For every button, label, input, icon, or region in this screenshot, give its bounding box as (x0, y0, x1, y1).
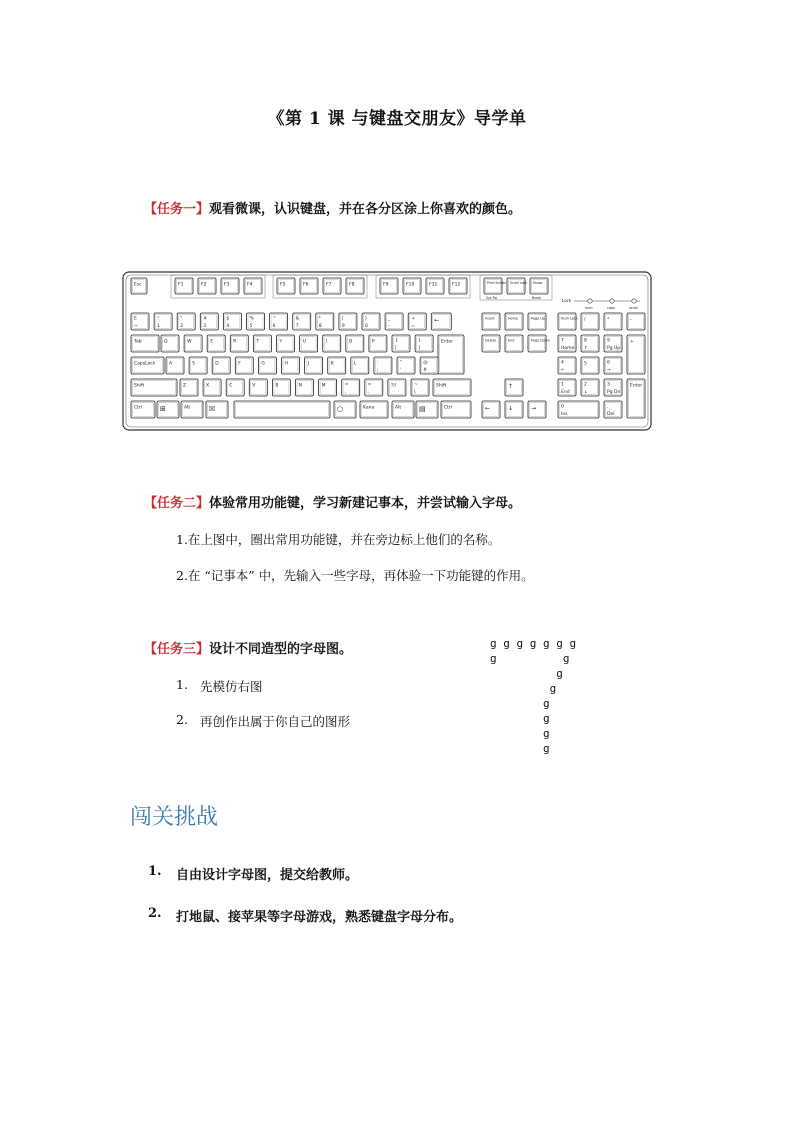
led-label-2: scroll (629, 306, 638, 310)
svg-text:F2: F2 (201, 282, 207, 288)
lock-label: Lock (562, 298, 572, 303)
svg-text:\: \ (414, 390, 416, 395)
key-82 (528, 313, 546, 330)
svg-text:T: T (256, 339, 260, 345)
svg-text:2: 2 (584, 382, 587, 388)
key-87 (482, 401, 500, 418)
svg-text:Print Screen: Print Screen (487, 281, 507, 286)
svg-text:Page Up: Page Up (531, 316, 545, 321)
svg-text:): ) (365, 316, 367, 322)
key-31 (161, 335, 179, 352)
key-8 (346, 278, 364, 294)
task2-step-2: 2.在 “记事本” 中，先输入一些字母，再体验一下功能键的作用。 (176, 568, 534, 583)
svg-text:~: ~ (414, 382, 418, 388)
svg-text:→: → (531, 405, 537, 412)
key-21 (247, 313, 265, 330)
svg-text:A: A (169, 361, 173, 367)
key-72 (181, 401, 203, 418)
key-101 (558, 379, 576, 396)
key-89 (528, 401, 546, 418)
svg-text:3: 3 (203, 324, 207, 329)
svg-text:○: ○ (337, 405, 344, 413)
svg-text:!: ! (157, 316, 159, 322)
key-75 (334, 401, 356, 418)
key-15 (530, 278, 548, 294)
task2-text: 体验常用功能键，学习新建记事本，并尝试输入字母。 (209, 496, 522, 511)
svg-text:}: } (418, 338, 421, 344)
svg-text:▤: ▤ (419, 405, 426, 413)
svg-text:↑: ↑ (584, 346, 588, 351)
svg-text:7: 7 (561, 338, 564, 344)
task2 (144, 492, 521, 511)
key-81 (505, 313, 523, 330)
key-3 (221, 278, 239, 294)
challenge-item-2-num: 2. (148, 906, 162, 921)
svg-text:F11: F11 (429, 282, 438, 288)
key-11 (426, 278, 444, 294)
svg-text:H: H (284, 361, 288, 367)
svg-text:.: . (367, 390, 370, 395)
svg-text:C: C (229, 383, 233, 389)
svg-text:<: < (344, 382, 349, 388)
key-59 (203, 379, 221, 396)
svg-text:F6: F6 (303, 282, 309, 288)
key-84 (505, 335, 523, 352)
key-55 (397, 357, 415, 374)
svg-text:%: % (249, 316, 254, 322)
svg-text:?//: ?// (390, 383, 397, 389)
svg-text:I: I (325, 339, 328, 345)
svg-text:Alt: Alt (184, 405, 191, 411)
key-73 (206, 401, 228, 418)
svg-text:/: / (584, 317, 586, 323)
key-5 (277, 278, 295, 294)
key-1 (175, 278, 193, 294)
svg-text:U: U (302, 339, 306, 345)
key-50 (282, 357, 300, 374)
svg-text:←: ← (485, 405, 491, 412)
svg-text:Del: Del (607, 412, 615, 417)
svg-text:+: + (411, 316, 415, 322)
key-18 (177, 313, 195, 330)
svg-text:F7: F7 (326, 282, 332, 288)
svg-text:@: @ (423, 360, 428, 366)
key-44 (131, 357, 164, 374)
challenge-item-2-text: 打地鼠、接苹果等字母游戏，熟悉键盘字母分布。 (176, 910, 463, 925)
svg-text:1: 1 (157, 324, 160, 329)
key-70 (131, 401, 155, 418)
svg-text:Home: Home (508, 316, 519, 321)
key-22 (270, 313, 288, 330)
key-17 (154, 313, 172, 330)
key-76 (360, 401, 388, 418)
key-106 (604, 401, 622, 418)
key-104 (627, 379, 645, 418)
key-41 (392, 335, 410, 352)
svg-text:]: ] (418, 346, 420, 351)
svg-text:": " (400, 360, 403, 366)
svg-text:X: X (206, 383, 210, 389)
svg-text:End: End (508, 338, 515, 343)
task3-step-2-num: 2. (176, 712, 188, 727)
key-91 (581, 313, 599, 330)
svg-text:Z: Z (183, 383, 187, 389)
svg-text:*: * (318, 316, 322, 322)
key-97 (627, 335, 645, 374)
svg-text:F12: F12 (452, 282, 461, 288)
key-100 (604, 357, 622, 374)
task2-tag: 【任务二】 (144, 496, 210, 511)
key-65 (342, 379, 360, 396)
svg-text:Ctrl: Ctrl (134, 405, 143, 411)
svg-text:N: N (298, 383, 302, 389)
key-27 (385, 313, 403, 330)
task3-step-1-text: 先模仿右图 (200, 679, 263, 694)
svg-text:→: → (607, 368, 611, 373)
task3-step-2-text: 再创作出属于你自己的图形 (200, 714, 351, 729)
svg-text:1: 1 (561, 382, 564, 388)
svg-text:Pause: Pause (533, 281, 543, 286)
svg-text:Insert: Insert (485, 316, 495, 321)
key-78 (416, 401, 438, 418)
key-37 (300, 335, 318, 352)
svg-text:{: { (395, 338, 398, 344)
svg-text:6: 6 (607, 360, 610, 366)
svg-text:V: V (252, 383, 256, 389)
svg-text:F9: F9 (383, 282, 389, 288)
svg-text:6: 6 (272, 324, 276, 329)
key-52 (328, 357, 346, 374)
key-20 (223, 313, 241, 330)
key-14 (507, 278, 527, 294)
key-67 (388, 379, 406, 396)
svg-text:L: L (353, 361, 357, 367)
svg-text:8: 8 (584, 338, 587, 344)
key-92 (604, 313, 622, 330)
svg-text:=: = (411, 324, 415, 329)
key-62 (272, 379, 290, 396)
task1 (144, 198, 521, 217)
key-24 (316, 313, 334, 330)
svg-text:F3: F3 (224, 282, 230, 288)
svg-text:B: B (275, 383, 279, 389)
svg-text:.: . (607, 404, 609, 410)
key-25 (339, 313, 357, 330)
key-12 (449, 278, 467, 294)
key-79 (441, 401, 471, 418)
svg-text:M: M (321, 383, 326, 389)
svg-text:4: 4 (561, 360, 564, 366)
svg-text:Ins: Ins (561, 412, 568, 417)
svg-text:O: O (348, 339, 353, 345)
svg-text:[: [ (395, 346, 397, 351)
key-7 (323, 278, 341, 294)
svg-text:F8: F8 (349, 282, 355, 288)
svg-text:#: # (203, 316, 208, 322)
key-40 (369, 335, 387, 352)
page-title: 《第 1 课 与键盘交朋友》导学单 (267, 109, 527, 129)
svg-text:Alt: Alt (395, 405, 402, 411)
svg-text:5: 5 (584, 361, 587, 367)
key-16 (131, 313, 149, 330)
svg-text:D: D (215, 361, 219, 367)
svg-text:$: $ (226, 316, 230, 322)
sys-sublabel-2: Break (532, 296, 542, 300)
key-30 (131, 335, 159, 352)
svg-text:*: * (607, 317, 610, 323)
key-71 (157, 401, 179, 418)
svg-text:Delete: Delete (485, 338, 497, 343)
key-28 (408, 313, 426, 330)
svg-text:Q: Q (164, 339, 168, 345)
svg-text:9: 9 (607, 338, 610, 344)
svg-text:5: 5 (249, 324, 253, 329)
key-77 (392, 401, 414, 418)
svg-text:Enter: Enter (630, 383, 643, 389)
svg-text:7: 7 (295, 324, 299, 329)
key-45 (166, 357, 184, 374)
key-38 (323, 335, 341, 352)
key-23 (293, 313, 311, 330)
svg-text:Y: Y (279, 339, 283, 345)
svg-text:←: ← (434, 317, 440, 324)
key-94 (558, 335, 576, 352)
svg-text:Home: Home (561, 346, 575, 351)
svg-text:J: J (307, 361, 309, 367)
key-4 (244, 278, 262, 294)
key-33 (207, 335, 225, 352)
svg-text:&: & (295, 316, 300, 322)
svg-text:Shift: Shift (436, 383, 447, 389)
svg-text:Esc: Esc (134, 282, 142, 288)
svg-text:Shift: Shift (134, 383, 145, 389)
svg-text:Scroll Lock: Scroll Lock (510, 281, 528, 286)
letter-art: g g g g g g g g g g g g g g g (490, 637, 577, 755)
svg-text:Tab: Tab (134, 339, 142, 345)
svg-text:F5: F5 (280, 282, 286, 288)
svg-text:2: 2 (180, 324, 184, 329)
svg-text:P: P (371, 339, 375, 345)
key-35 (253, 335, 271, 352)
svg-text:#: # (423, 368, 427, 373)
svg-text:Pg Up: Pg Up (607, 346, 621, 351)
svg-text:-: - (630, 317, 632, 323)
svg-text:(: ( (341, 316, 344, 322)
key-32 (184, 335, 202, 352)
key-98 (558, 357, 576, 374)
svg-text:☒: ☒ (209, 405, 216, 413)
svg-text:G: G (261, 361, 265, 367)
key-9 (380, 278, 398, 294)
key-93 (627, 313, 645, 330)
svg-text::: : (376, 360, 379, 366)
svg-text:E: E (210, 339, 214, 345)
challenge-heading: 闯关挑战 (130, 805, 219, 830)
svg-text:~: ~ (134, 324, 138, 329)
task3-step-1-num: 1. (176, 677, 188, 692)
key-105 (558, 401, 599, 418)
key-58 (180, 379, 198, 396)
svg-text:3: 3 (607, 382, 610, 388)
svg-text:F10: F10 (406, 282, 415, 288)
svg-text:←: ← (561, 368, 565, 373)
key-88 (505, 401, 523, 418)
key-74 (234, 401, 330, 418)
task3-tag: 【任务三】 (144, 642, 210, 657)
key-10 (403, 278, 421, 294)
svg-text:↑: ↑ (508, 383, 514, 390)
key-56 (420, 357, 438, 374)
svg-text:Num Lock: Num Lock (561, 316, 578, 321)
svg-text:K: K (330, 361, 334, 367)
key-68 (411, 379, 429, 396)
key-96 (604, 335, 622, 352)
svg-text:R: R (233, 339, 237, 345)
task3-text: 设计不同造型的字母图。 (209, 642, 353, 657)
svg-text:CapsLock: CapsLock (134, 361, 156, 367)
svg-text:E: E (134, 316, 137, 322)
svg-text:>: > (367, 382, 372, 388)
svg-text:4: 4 (226, 324, 230, 329)
key-46 (189, 357, 207, 374)
key-26 (362, 313, 380, 330)
key-39 (346, 335, 364, 352)
svg-text:;: ; (376, 368, 379, 373)
key-2 (198, 278, 216, 294)
svg-text:0: 0 (561, 404, 564, 410)
led-caps (610, 299, 614, 303)
key-29 (431, 313, 451, 330)
svg-text:": " (180, 316, 183, 322)
svg-text:Kana: Kana (363, 405, 375, 411)
task3 (144, 638, 352, 657)
svg-text:End: End (561, 390, 570, 395)
led-label-1: caps (607, 306, 615, 310)
key-103 (604, 379, 622, 396)
svg-text:⊞: ⊞ (160, 405, 166, 413)
svg-text:Ctrl: Ctrl (444, 405, 453, 411)
key-86 (505, 379, 523, 396)
key-34 (230, 335, 248, 352)
svg-text:F: F (238, 361, 241, 367)
key-80 (482, 313, 500, 330)
key-6 (300, 278, 318, 294)
task1-text: 观看微课，认识键盘，并在各分区涂上你喜欢的颜色。 (209, 202, 522, 217)
svg-text:,: , (344, 390, 347, 395)
key-64 (319, 379, 337, 396)
svg-text:Enter: Enter (441, 339, 454, 345)
svg-text:F4: F4 (247, 282, 253, 288)
key-49 (258, 357, 276, 374)
key-69 (433, 379, 471, 396)
key-99 (581, 357, 599, 374)
key-42 (415, 335, 433, 352)
key-63 (296, 379, 314, 396)
key-83 (482, 335, 500, 352)
svg-text:F1: F1 (178, 282, 184, 288)
keyboard-diagram (122, 271, 652, 431)
key-57 (131, 379, 177, 396)
svg-text:W: W (187, 339, 192, 345)
key-90 (558, 313, 578, 330)
key-61 (249, 379, 267, 396)
key-95 (581, 335, 599, 352)
key-0 (131, 278, 147, 294)
challenge-item-1-text: 自由设计字母图，提交给教师。 (176, 868, 359, 883)
key-51 (305, 357, 323, 374)
led-label-0: num (585, 306, 593, 310)
key-53 (351, 357, 369, 374)
svg-text:↓: ↓ (508, 405, 514, 412)
task1-tag: 【任务一】 (144, 202, 210, 217)
key-47 (212, 357, 230, 374)
svg-text:_: _ (388, 316, 391, 322)
svg-text:↓: ↓ (584, 390, 588, 395)
led-num (588, 299, 592, 303)
svg-text:8: 8 (318, 324, 322, 329)
key-48 (235, 357, 253, 374)
key-54 (374, 357, 392, 374)
key-19 (200, 313, 218, 330)
sys-sublabel-0: Sys Rq (486, 296, 497, 300)
svg-text:9: 9 (341, 324, 345, 329)
key-102 (581, 379, 599, 396)
svg-text:+: + (630, 339, 634, 345)
svg-text:': ' (400, 368, 402, 373)
challenge-item-1-num: 1. (148, 864, 162, 879)
svg-text:Page Down: Page Down (531, 338, 550, 343)
svg-text:0: 0 (365, 324, 368, 329)
key-60 (226, 379, 244, 396)
task2-step-1: 1.在上图中，圈出常用功能键，并在旁边标上他们的名称。 (176, 532, 501, 547)
key-66 (365, 379, 383, 396)
svg-text:Pg Dn: Pg Dn (607, 390, 621, 395)
key-36 (277, 335, 295, 352)
svg-text:^: ^ (272, 316, 277, 322)
key-43 (438, 335, 464, 374)
svg-text:-: - (388, 324, 390, 329)
led-scroll (632, 299, 636, 303)
svg-text:S: S (192, 361, 195, 367)
